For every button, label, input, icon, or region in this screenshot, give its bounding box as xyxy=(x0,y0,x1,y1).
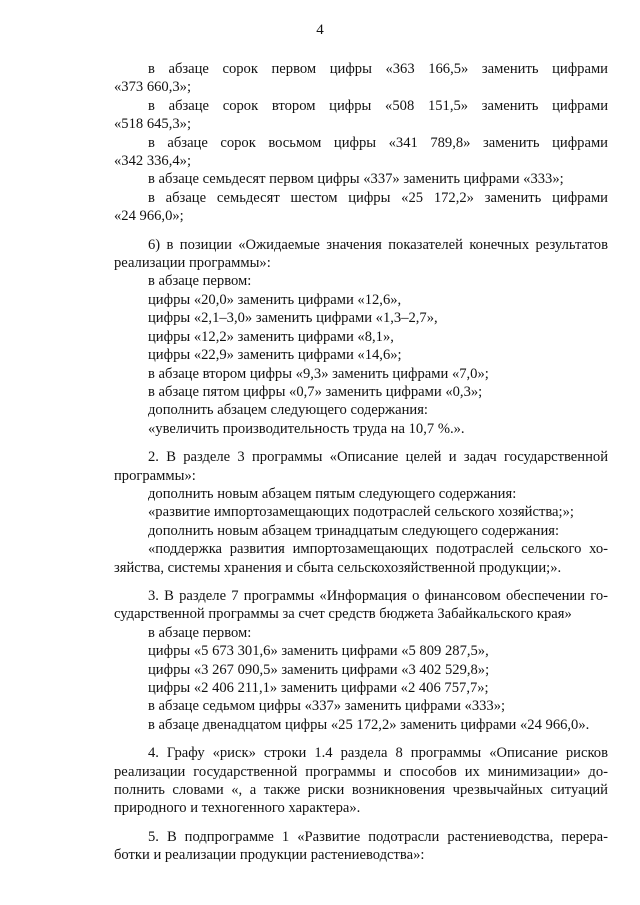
section-3-heading: 3. В разделе 7 программы «Информация о финансовом обеспечении го- xyxy=(148,587,608,604)
text-line: цифры «20,0» заменить цифрами «12,6», xyxy=(148,291,402,308)
text-line: дополнить абзацем следующего содержания: xyxy=(148,402,428,419)
text-line: в абзаце семьдесят первом цифры «337» заменить цифрами «333»; xyxy=(148,171,564,188)
text-line: в абзаце первом: xyxy=(148,273,252,290)
text-line: цифры «2 406 211,1» заменить цифрами «2 406 757,7»; xyxy=(148,680,489,696)
text-line: «поддержка развития импортозамещающих подотраслей сельского хо- xyxy=(148,541,608,558)
text-line: «24 966,0»; xyxy=(114,208,184,225)
text-line: дополнить новым абзацем пятым следующего содержания: xyxy=(148,485,517,502)
text-line: ботки и реализации продукции растениеводства»: xyxy=(114,847,425,864)
section-4-heading: 4. Графу «риск» строки 1.4 раздела 8 программы «Описание рисков xyxy=(148,745,608,762)
text-line: в абзаце семьдесят шестом цифры «25 172,2» заменить цифрами xyxy=(148,189,608,206)
section-5-heading: 5. В подпрограмме 1 «Развитие подотрасли растениеводства, перера- xyxy=(148,828,608,845)
item-6-heading: 6) в позиции «Ожидаемые значения показателей конечных результатов xyxy=(148,236,608,253)
text-line: полнить словами «, а также риски возникновения чрезвычайных ситуаций xyxy=(114,782,608,799)
text-line: в абзаце сорок втором цифры «508 151,5» заменить цифрами xyxy=(148,97,608,114)
text-line: цифры «22,9» заменить цифрами «14,6»; xyxy=(148,347,402,364)
text-line: природного и техногенного характера». xyxy=(114,800,361,817)
text-line: цифры «5 673 301,6» заменить цифрами «5 809 287,5», xyxy=(148,643,489,660)
text-line: в абзаце двенадцатом цифры «25 172,2» заменить цифрами «24 966,0». xyxy=(148,716,590,733)
text-line: в абзаце сорок восьмом цифры «341 789,8» заменить цифрами xyxy=(148,134,608,151)
text-line: в абзаце пятом цифры «0,7» заменить цифрами «0,3»; xyxy=(148,383,483,400)
text-line: реализации программы»: xyxy=(114,255,271,272)
text-line: программы»: xyxy=(114,467,196,484)
text-line: «развитие импортозамещающих подотраслей сельского хозяйства;»; xyxy=(148,504,574,521)
text-line: зяйства, системы хранения и сбыта сельскохозяйственной продукции;». xyxy=(114,559,562,576)
text-line: «увеличить производительность труда на 10,7 %.». xyxy=(148,420,465,437)
text-line: цифры «3 267 090,5» заменить цифрами «3 402 529,8»; xyxy=(148,661,490,678)
page-number: 4 xyxy=(316,22,324,38)
text-line: цифры «12,2» заменить цифрами «8,1», xyxy=(148,328,394,345)
text-line: сударственной программы за счет средств бюджета Забайкальского края» xyxy=(114,606,572,623)
text-line: в абзаце первом: xyxy=(148,624,252,641)
text-line: в абзаце сорок первом цифры «363 166,5» заменить цифрами xyxy=(148,61,608,77)
text-line: «518 645,3»; xyxy=(114,116,192,133)
text-line: в абзаце седьмом цифры «337» заменить цифрами «333»; xyxy=(148,698,506,715)
text-line: «373 660,3»; xyxy=(114,79,192,96)
document-body xyxy=(114,60,608,865)
text-line: «342 336,4»; xyxy=(114,153,192,170)
text-line: цифры «2,1–3,0» заменить цифрами «1,3–2,7», xyxy=(148,310,438,327)
text-line: реализации государственной программы и способов их минимизации» до- xyxy=(114,763,608,780)
text-line: дополнить новым абзацем тринадцатым следующего содержания: xyxy=(148,522,560,539)
text-line: в абзаце втором цифры «9,3» заменить цифрами «7,0»; xyxy=(148,365,489,382)
section-2-heading: 2. В разделе 3 программы «Описание целей и задач государственной xyxy=(148,449,608,466)
